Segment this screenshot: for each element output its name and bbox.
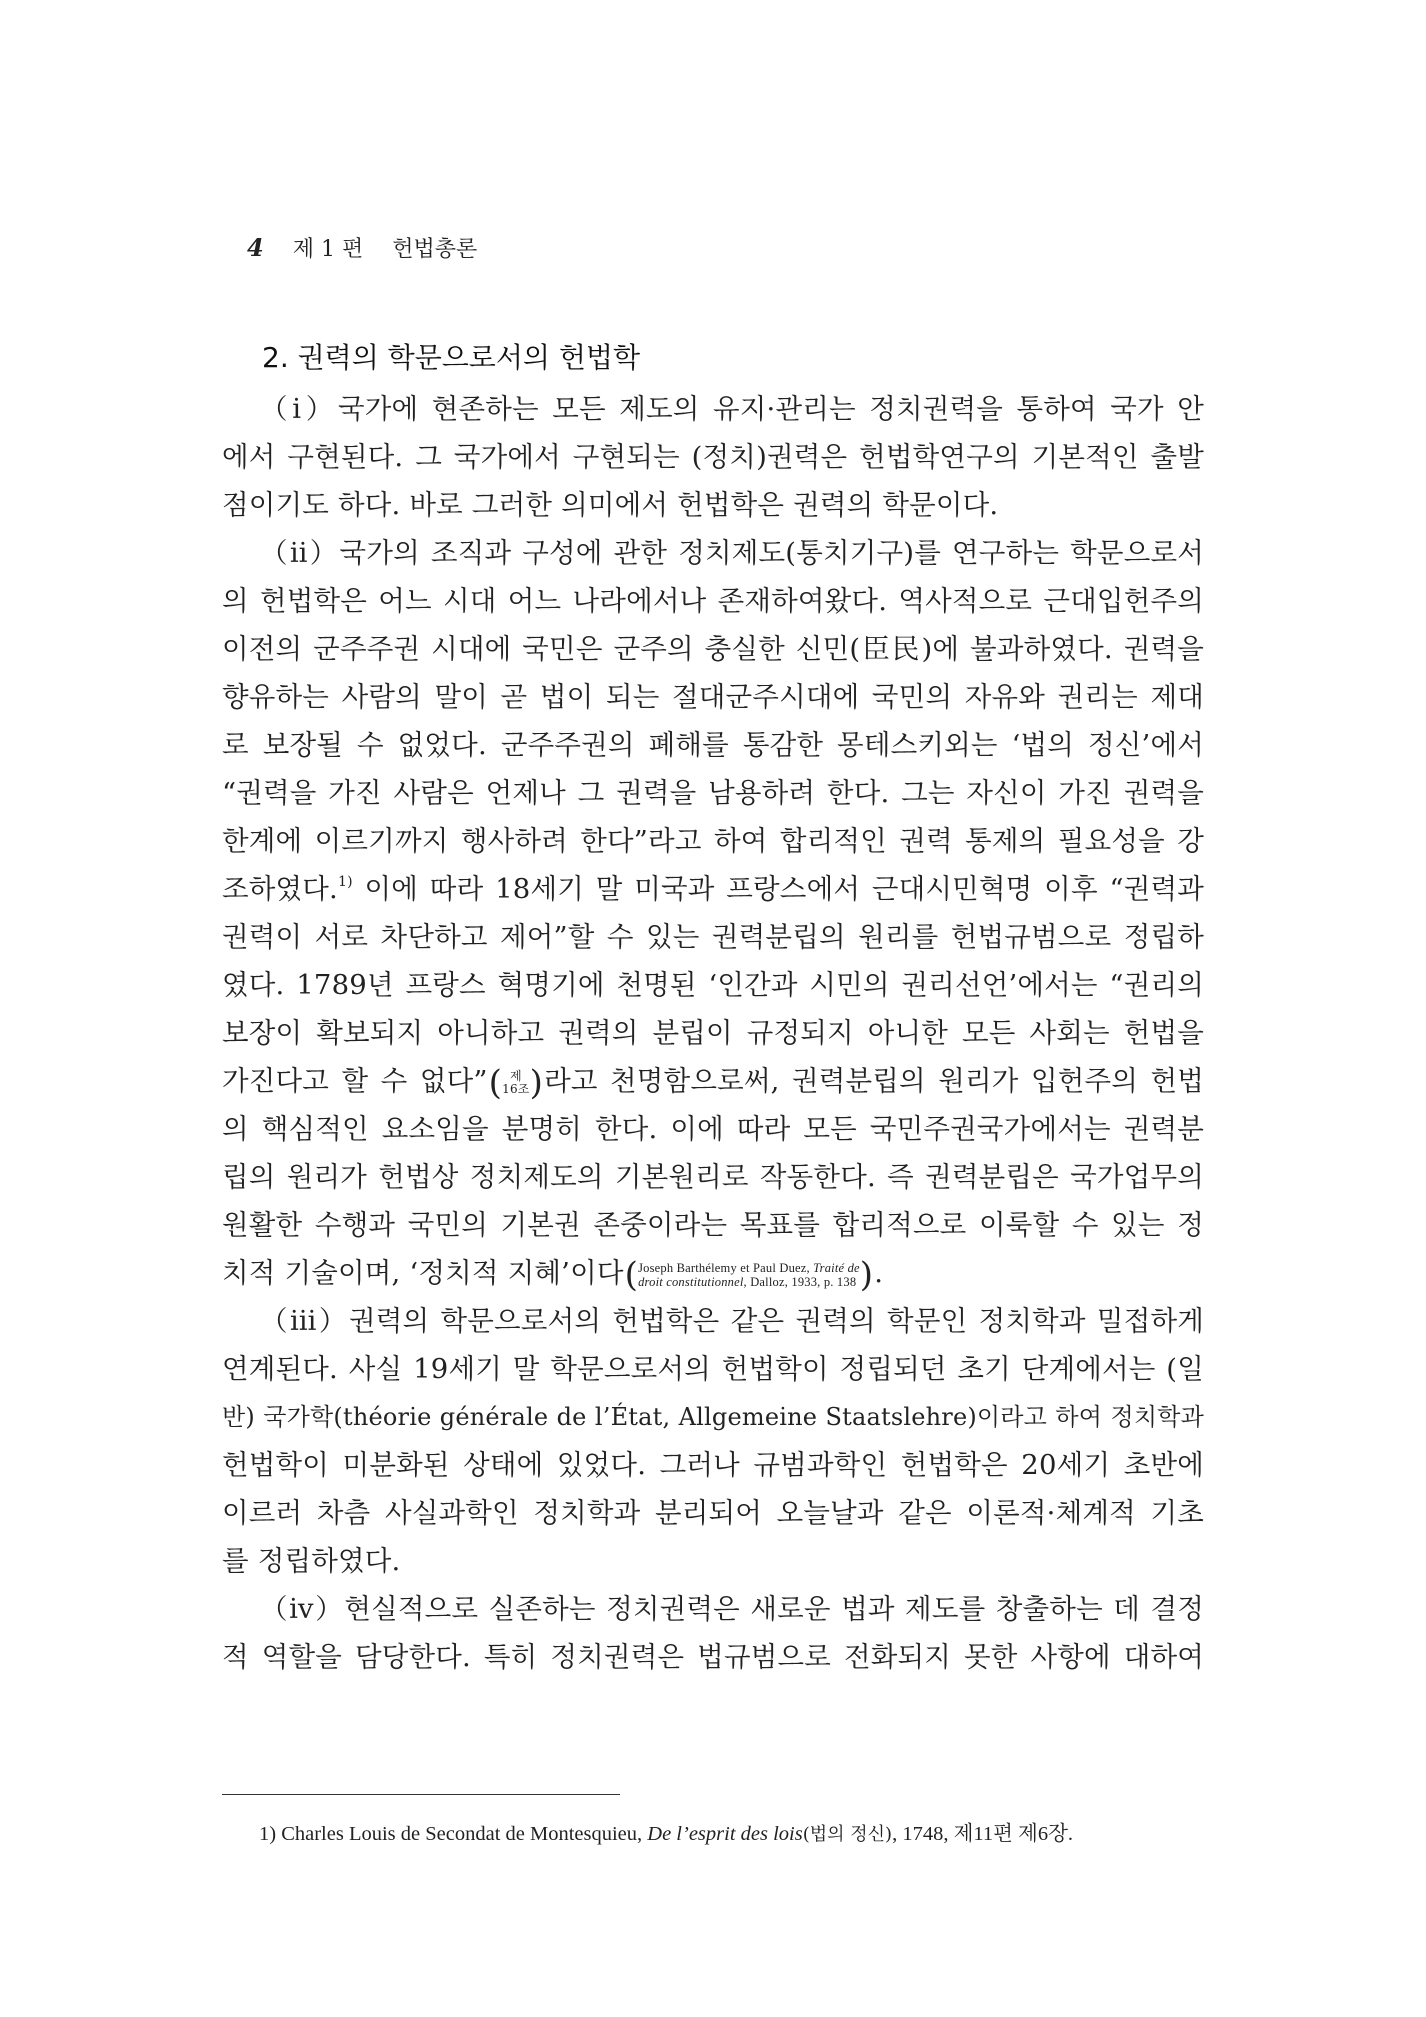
- text-line: 립의 원리가 헌법상 정치제도의 기본원리로 작동한다. 즉 권력분립은 국가업무의: [222, 1161, 1204, 1193]
- text-line: 적 역할을 담당한다. 특히 정치권력은 법규범으로 전화되지 못한 사항에 대하여: [222, 1641, 1204, 1673]
- citation-title: Traité de: [813, 1260, 860, 1275]
- running-header: [247, 232, 477, 263]
- text-line: 한계에 이르기까지 행사하려 한다”라고 하여 합리적인 권력 통제의 필요성을 강: [222, 825, 1204, 857]
- text-fragment: 이에 따라 18세기 말 미국과 프랑스에서 근대시민혁명 이후 “권력과: [352, 873, 1204, 905]
- text-fragment: 조하였다.: [222, 873, 339, 905]
- text-line: 연계된다. 사실 19세기 말 학문으로서의 헌법학이 정립되던 초기 단계에서는 (일: [222, 1353, 1204, 1385]
- text-line: （ⅳ）현실적으로 실존하는 정치권력은 새로운 법과 제도를 창출하는 데 결정: [260, 1593, 1204, 1625]
- article-note: ( 제 16조 ): [488, 1062, 544, 1103]
- text-line: 이르러 차츰 사실과학인 정치학과 분리되어 오늘날과 같은 이론적·체계적 기초: [222, 1497, 1204, 1529]
- footnote-text: 1) Charles Louis de Secondat de Montesquieu,: [259, 1823, 648, 1845]
- text-line: 권력이 서로 차단하고 제어”할 수 있는 권력분립의 원리를 헌법규범으로 정립하: [222, 921, 1204, 953]
- part-title: 헌법총론: [392, 237, 478, 262]
- footnote-marker: 1): [338, 874, 353, 890]
- inline-citation: ( Joseph Barthélemy et Paul Duez, Traité de droit constitutionnel, Dalloz, 1933, p. 138 ): [624, 1254, 874, 1295]
- footnote-title: De l’esprit des lois: [647, 1823, 803, 1845]
- citation-publisher: , Dalloz, 1933, p. 138: [743, 1274, 857, 1289]
- text-line: [222, 1057, 1204, 1105]
- text-line: 의 핵심적인 요소임을 분명히 한다. 이에 따라 모든 국민주권국가에서는 권력분: [222, 1113, 1204, 1145]
- text-line: 보장이 확보되지 아니하고 권력의 분립이 규정되지 아니한 모든 사회는 헌법을: [222, 1017, 1204, 1049]
- citation-authors: Joseph Barthélemy et Paul Duez,: [638, 1260, 814, 1275]
- text-fragment: 라고 천명함으로써, 권력분립의 원리가 입헌주의 헌법: [544, 1065, 1204, 1097]
- page-number: 4: [247, 233, 264, 262]
- text-line: （ⅰ）국가에 현존하는 모든 제도의 유지·관리는 정치권력을 통하여 국가 안: [260, 393, 1204, 425]
- text-fragment: 가진다고 할 수 없다”: [222, 1065, 488, 1097]
- text-line: 로 보장될 수 없었다. 군주주권의 폐해를 통감한 몽테스키외는 ‘법의 정신’에서: [222, 729, 1204, 761]
- text-line: 원활한 수행과 국민의 기본권 존중이라는 목표를 합리적으로 이룩할 수 있는 정: [222, 1209, 1204, 1241]
- footnote: [259, 1816, 1073, 1846]
- text-line: 였다. 1789년 프랑스 혁명기에 천명된 ‘인간과 시민의 권리선언’에서는 “권리의: [222, 969, 1204, 1001]
- text-line: （ⅱ）국가의 조직과 구성에 관한 정치제도(통치기구)를 연구하는 학문으로서: [260, 537, 1204, 569]
- citation-title: droit constitutionnel: [638, 1274, 744, 1289]
- text-line: 에서 구현된다. 그 국가에서 구현되는 (정치)권력은 헌법학연구의 기본적인 출발: [222, 441, 1204, 473]
- footnote-korean-title: (법의 정신): [802, 1824, 893, 1845]
- text-line: （ⅲ）권력의 학문으로서의 헌법학은 같은 권력의 학문인 정치학과 밀접하게: [260, 1305, 1204, 1337]
- text-line: 점이기도 하다. 바로 그러한 의미에서 헌법학은 권력의 학문이다.: [222, 489, 999, 521]
- text-line: 이전의 군주주권 시대에 국민은 군주의 충실한 신민(臣民)에 불과하였다. 권력을: [222, 633, 1204, 665]
- footnote-divider: [222, 1794, 620, 1795]
- text-line: 반) 국가학(théorie générale de l’État, Allgemeine Staatslehre)이라고 하여 정치학과: [222, 1403, 1204, 1431]
- text-line: 의 헌법학은 어느 시대 어느 나라에서나 존재하여왔다. 역사적으로 근대입헌주의: [222, 585, 1204, 617]
- text-line: 향유하는 사람의 말이 곧 법이 되는 절대군주시대에 국민의 자유와 권리는 제대: [222, 681, 1204, 713]
- text-line: [222, 865, 1204, 913]
- article-note-bottom: 16조: [502, 1081, 530, 1096]
- text-line: 를 정립하였다.: [222, 1545, 401, 1577]
- part-label: 제 1 편: [292, 237, 364, 262]
- article-note-top: 제: [509, 1068, 522, 1083]
- section-title: 2. 권력의 학문으로서의 헌법학: [262, 341, 640, 374]
- text-line: 헌법학이 미분화된 상태에 있었다. 그러나 규범과학인 헌법학은 20세기 초반에: [222, 1449, 1204, 1481]
- footnote-text: , 1748, 제11편 제6장.: [892, 1823, 1074, 1845]
- text-fragment: 치적 기술이며, ‘정치적 지혜’이다: [222, 1257, 624, 1289]
- text-line: [222, 1249, 1204, 1297]
- text-fragment: .: [874, 1257, 884, 1289]
- body-text: [222, 385, 1204, 1681]
- text-line: “권력을 가진 사람은 언제나 그 권력을 남용하려 한다. 그는 자신이 가진 권력을: [222, 777, 1204, 809]
